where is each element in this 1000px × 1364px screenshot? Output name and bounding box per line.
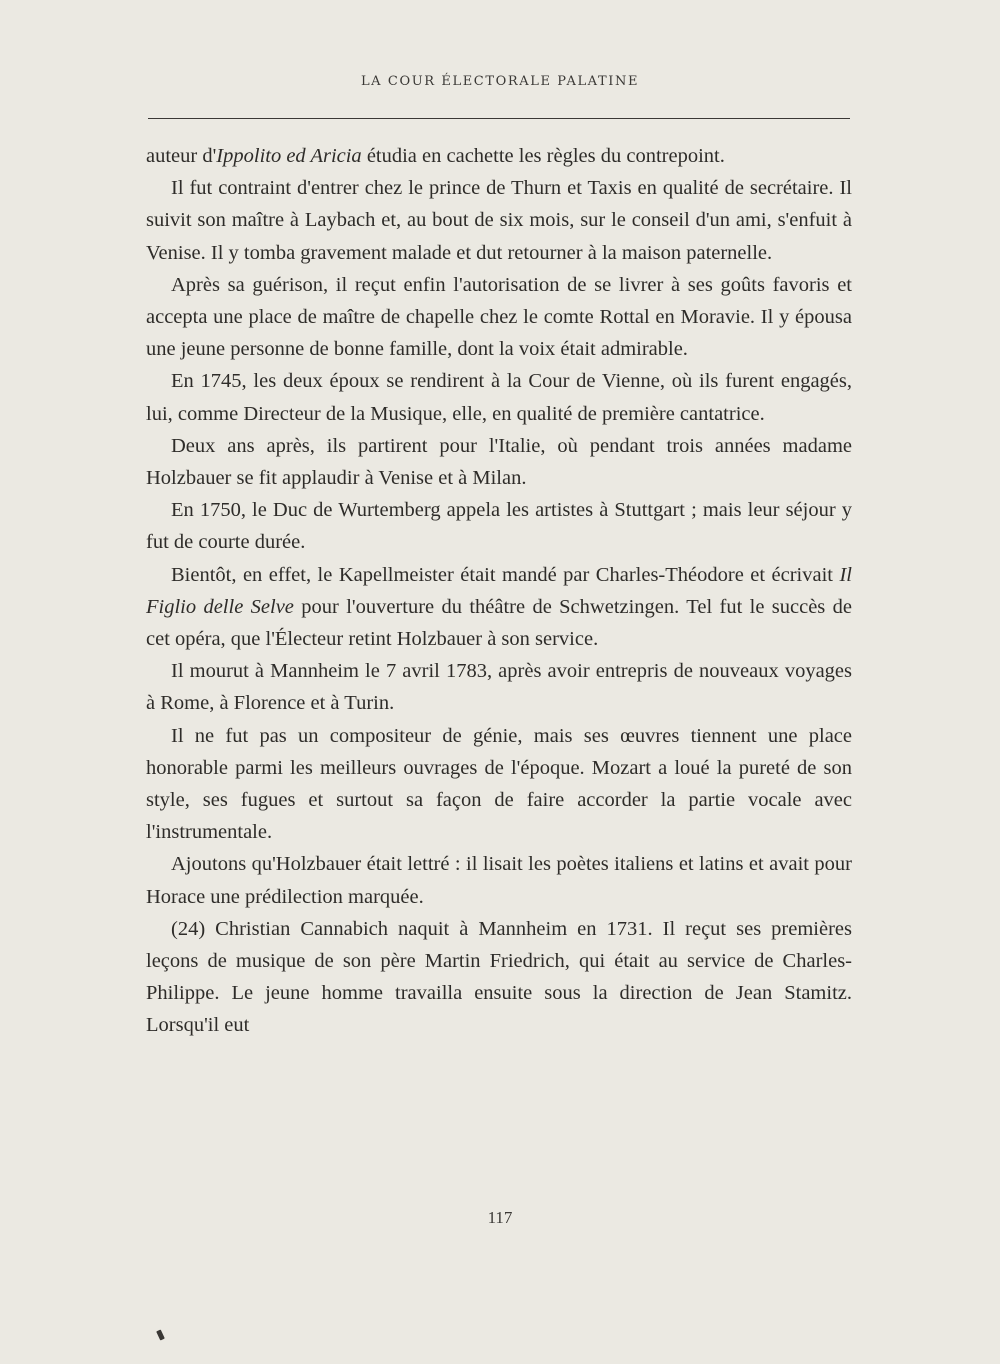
text-run: Ajoutons qu'Holzbauer était lettré : il lisait les poètes italiens et latins et avait pour Horace une prédilection marquée. bbox=[146, 853, 852, 908]
text-run: Il fut contraint d'entrer chez le prince de Thurn et Taxis en qualité de secrétaire. Il suivit son maître à Laybach et, au bout de six mois, sur le conseil d'un ami, s'enfuit à Venise. Il y tomba gravement malade et dut retourner à la maison paternelle. bbox=[146, 177, 852, 264]
text-run: Il ne fut pas un compositeur de génie, mais ses œuvres tiennent une place honorable parmi les meilleurs ouvrages de l'époque. Mozart a loué la pureté de son style, ses fugues et surtout sa façon de faire accorder la partie vocale avec l'instrumentale. bbox=[146, 724, 852, 844]
text-run: Après sa guérison, il reçut enfin l'autorisation de se livrer à ses goûts favoris et accepta une place de maître de chapelle chez le comte Rottal en Moravie. Il y épousa une jeune personne de bonne famille, dont la voix était admirable. bbox=[146, 273, 852, 361]
text-run: En 1745, les deux époux se rendirent à la Cour de Vienne, où ils furent engagés, lui, comme Directeur de la Musique, elle, en qualité de première cantatrice. bbox=[146, 370, 852, 425]
ink-speck bbox=[156, 1329, 165, 1340]
text-run: étudia en cachette les règles du contrepoint. bbox=[361, 145, 725, 167]
italic-title: Ippolito ed Aricia bbox=[216, 145, 362, 167]
paragraph bbox=[146, 365, 852, 429]
running-head: LA COUR ÉLECTORALE PALATINE bbox=[360, 74, 640, 89]
paragraph bbox=[146, 655, 852, 719]
body-text bbox=[146, 140, 852, 1042]
text-run: pour l'ouverture du théâtre de Schwetzingen. Tel fut le succès de cet opéra, que l'Électeur retint Holzbauer à son service. bbox=[146, 595, 852, 651]
italic-title: Il Figlio delle Selve bbox=[146, 563, 852, 618]
text-run: (24) Christian Cannabich naquit à Mannheim en 1731. Il reçut ses premières leçons de musique de son père Martin Friedrich, qui était au service de Charles-Philippe. Le jeune homme travailla ensuite sous la direction de Jean Stamitz. Lorsqu'il eut bbox=[146, 917, 852, 1037]
paragraph bbox=[146, 430, 852, 494]
text-run: auteur d' bbox=[146, 145, 217, 167]
paragraph bbox=[146, 913, 852, 1042]
paragraph bbox=[146, 494, 852, 558]
header-rule bbox=[148, 118, 850, 119]
paragraph bbox=[146, 172, 852, 269]
page-number: 117 bbox=[487, 1208, 513, 1227]
text-run: Il mourut à Mannheim le 7 avril 1783, après avoir entrepris de nouveaux voyages à Rome, à Florence et à Turin. bbox=[146, 660, 852, 715]
paragraph bbox=[146, 720, 852, 849]
text-run: Bientôt, en effet, le Kapellmeister était mandé par Charles-Théodore et écrivait bbox=[171, 563, 840, 586]
paragraph bbox=[146, 269, 852, 366]
paragraph bbox=[146, 140, 852, 172]
text-run: Deux ans après, ils partirent pour l'Italie, où pendant trois années madame Holzbauer se fit applaudir à Venise et à Milan. bbox=[146, 434, 852, 490]
paragraph bbox=[146, 848, 852, 912]
paragraph bbox=[146, 559, 852, 656]
text-run: En 1750, le Duc de Wurtemberg appela les artistes à Stuttgart ; mais leur séjour y fut de courte durée. bbox=[146, 499, 852, 554]
